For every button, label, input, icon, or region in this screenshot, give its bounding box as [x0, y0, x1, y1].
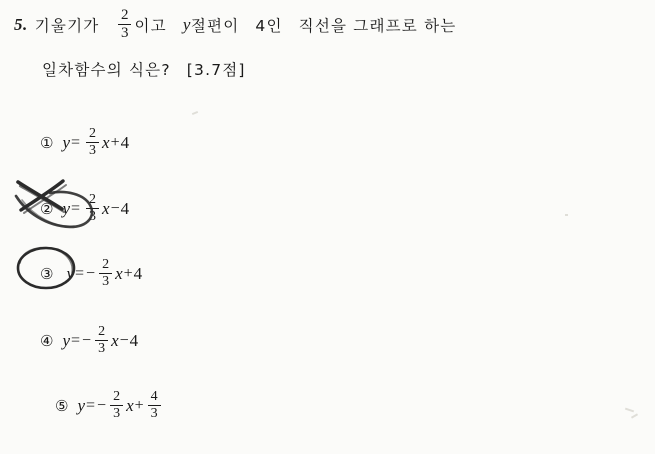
question-number: 5. — [14, 14, 28, 34]
fraction-denominator: 3 — [89, 143, 97, 158]
stem-text-post: 직선을 그래프로 하는 — [298, 16, 457, 35]
equals-sign: = — [86, 396, 96, 414]
choice-option-3[interactable] — [40, 258, 142, 289]
coefficient-fraction — [86, 193, 99, 224]
fraction-numerator: 2 — [113, 389, 121, 404]
stem-text-line2: 일차함수의 식은? — [42, 61, 171, 79]
scan-speck — [631, 413, 638, 418]
constant-term: 4 — [129, 330, 139, 350]
choice-equation-3 — [66, 258, 142, 289]
stem-slope-denominator: 3 — [120, 25, 129, 41]
variable-x: x — [111, 330, 119, 350]
scan-speck — [192, 111, 198, 115]
stem-text-mid: 이고 — [134, 16, 167, 35]
fraction-denominator: 3 — [98, 341, 106, 356]
choice-marker-3: ③ — [40, 264, 54, 283]
operator: + — [134, 396, 144, 414]
stem-slope-fraction — [118, 8, 131, 41]
fraction-denominator: 3 — [150, 406, 158, 421]
leading-sign: − — [86, 264, 96, 282]
choice-marker-1: ① — [40, 133, 54, 152]
variable-x: x — [115, 263, 123, 283]
variable-x: x — [102, 132, 110, 152]
equation-lhs: y — [62, 330, 70, 350]
choice-equation-2 — [62, 193, 129, 224]
choice-marker-4: ④ — [40, 331, 54, 350]
choice-option-1[interactable] — [40, 127, 129, 158]
stem-intercept-word: 절편이 — [190, 16, 240, 35]
constant-fraction — [148, 390, 161, 421]
stem-line-2 — [42, 58, 635, 80]
operator: + — [110, 133, 120, 151]
choice-option-2[interactable] — [40, 193, 129, 224]
equals-sign: = — [71, 199, 81, 217]
operator: − — [110, 199, 120, 217]
variable-x: x — [102, 198, 110, 218]
choice-option-4[interactable] — [40, 325, 138, 356]
coefficient-fraction — [86, 127, 99, 158]
question-stem — [14, 8, 635, 80]
equals-sign: = — [71, 331, 81, 349]
scan-speck — [565, 214, 568, 216]
constant-term: 4 — [133, 263, 143, 283]
stem-text-pre: 기울기가 — [34, 16, 100, 35]
equation-lhs: y — [77, 395, 85, 415]
choice-marker-5: ⑤ — [55, 396, 69, 415]
choice-marker-2: ② — [40, 199, 54, 218]
stem-intercept-value: 4인 — [255, 16, 283, 35]
stem-slope-numerator: 2 — [120, 7, 129, 23]
fraction-numerator: 2 — [89, 192, 97, 207]
fraction-denominator: 3 — [113, 406, 121, 421]
equals-sign: = — [75, 264, 85, 282]
stem-y-symbol: y — [182, 14, 191, 34]
choice-option-5[interactable] — [55, 390, 164, 421]
equation-lhs: y — [62, 132, 70, 152]
operator: + — [123, 264, 133, 282]
coefficient-fraction — [99, 258, 112, 289]
fraction-numerator: 2 — [89, 126, 97, 141]
constant-term: 4 — [120, 132, 130, 152]
coefficient-fraction — [110, 390, 123, 421]
fraction-numerator: 2 — [102, 257, 110, 272]
scan-speck — [625, 408, 634, 413]
fraction-denominator: 3 — [102, 274, 110, 289]
choice-equation-1 — [62, 127, 129, 158]
choice-equation-5 — [77, 390, 163, 421]
leading-sign: − — [97, 396, 107, 414]
equals-sign: = — [71, 133, 81, 151]
equation-lhs: y — [66, 263, 74, 283]
leading-sign: − — [82, 331, 92, 349]
fraction-numerator: 2 — [98, 324, 106, 339]
fraction-numerator: 4 — [150, 389, 158, 404]
points-label: [3.7점] — [186, 61, 246, 79]
constant-term: 4 — [120, 198, 130, 218]
stem-line-1 — [14, 8, 635, 41]
fraction-denominator: 3 — [89, 209, 97, 224]
coefficient-fraction — [95, 325, 108, 356]
equation-lhs: y — [62, 198, 70, 218]
variable-x: x — [126, 395, 134, 415]
operator: − — [119, 331, 129, 349]
choice-equation-4 — [62, 325, 138, 356]
